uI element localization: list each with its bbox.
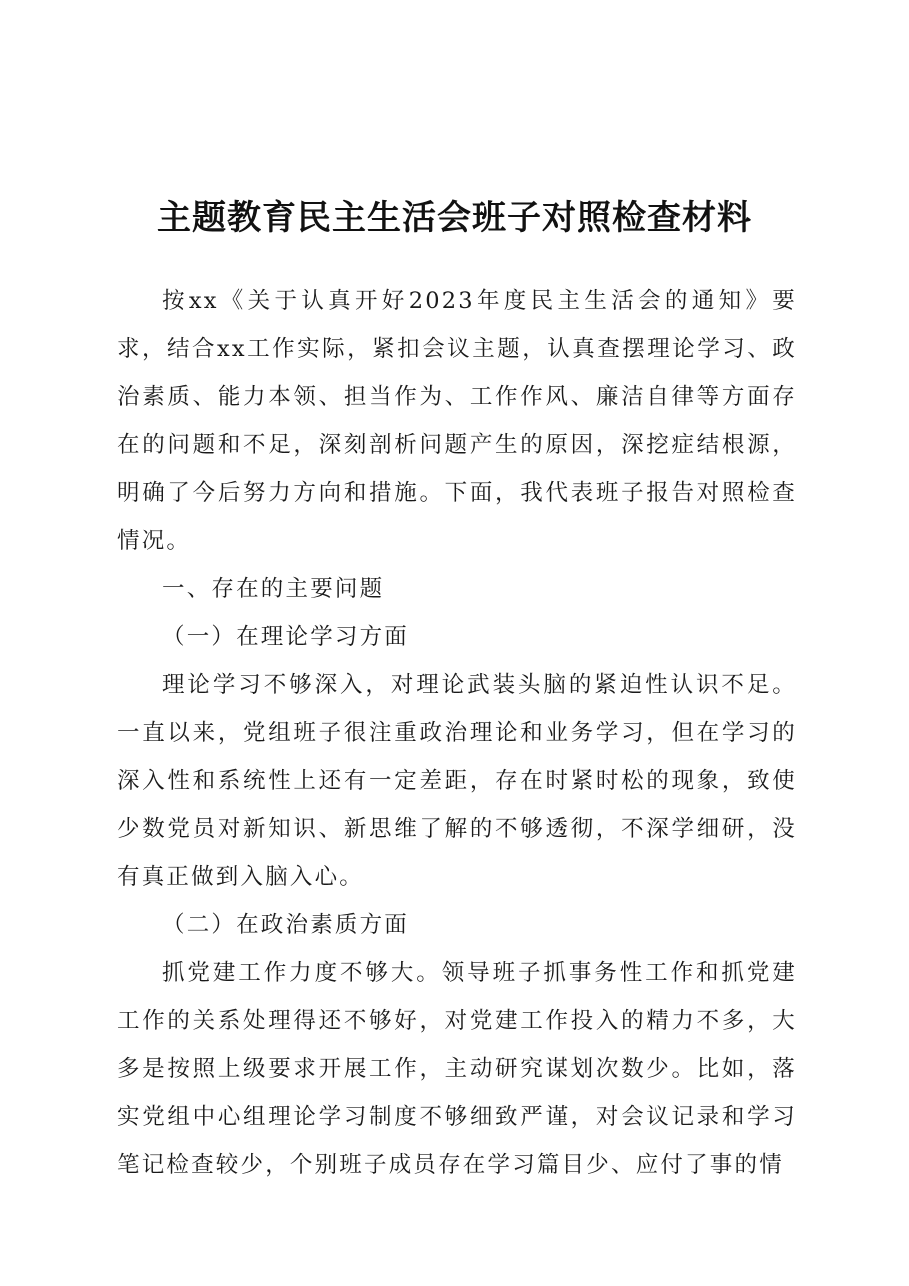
intro-paragraph: 按xx《关于认真开好2023年度民主生活会的通知》要求，结合xx工作实际，紧扣会议主题，认真查摆理论学习、政治素质、能力本领、担当作为、工作作风、廉洁自律等方面存在的问题和不足，深刻剖析问题产生的原因，深挖症结根源，明确了今后努力方向和措施。下面，我代表班子报告对照检查情况。 <box>117 288 797 554</box>
document-body <box>117 277 797 1189</box>
political-quality-paragraph: 抓党建工作力度不够大。领导班子抓事务性工作和抓党建工作的关系处理得还不够好，对党建工作投入的精力不多，大多是按照上级要求开展工作，主动研究谋划次数少。比如，落实党组中心组理论学习制度不够细致严谨，对会议记录和学习笔记检查较少，个别班子成员存在学习篇目少、应付了事的情 <box>117 960 797 1178</box>
section-heading-main-problems: 一、存在的主要问题 <box>162 576 385 602</box>
subsection-heading-theory-study: （一）在理论学习方面 <box>162 624 410 650</box>
subsection-heading-political-quality: （二）在政治素质方面 <box>162 912 410 938</box>
document-title: 主题教育民主生活会班子对照检查材料 <box>157 198 752 238</box>
theory-study-paragraph: 理论学习不够深入，对理论武装头脑的紧迫性认识不足。一直以来，党组班子很注重政治理论和业务学习，但在学习的深入性和系统性上还有一定差距，存在时紧时松的现象，致使少数党员对新知识、新思维了解的不够透彻，不深学细研，没有真正做到入脑入心。 <box>117 672 797 890</box>
